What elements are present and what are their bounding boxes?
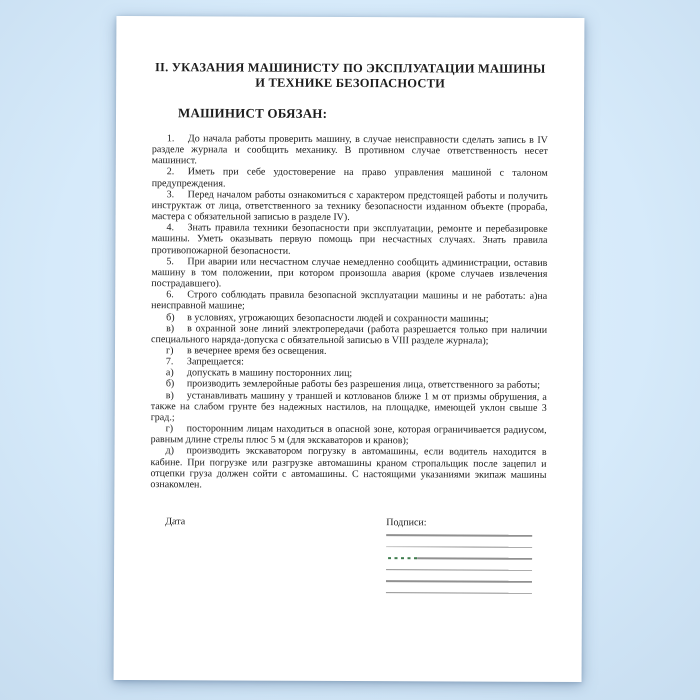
signature-line [386,546,532,548]
list-marker: в) [165,389,174,401]
list-marker: г) [165,345,174,357]
list-marker: г) [165,423,174,435]
document-title-line1: II. УКАЗАНИЯ МАШИНИСТУ ПО ЭКСПЛУАТАЦИИ МАШИНЫ [154,60,546,76]
paragraph-text: Запрещается: [186,356,244,368]
paragraph-text: До начала работы проверить машину, в случае неисправности сделать запись в IV разделе журнала и сообщить механику. В противном случае ответственность несет машинист. [151,133,548,167]
list-marker: 2. [166,166,175,178]
paragraph [151,256,547,291]
document-title-line2: И ТЕХНИКЕ БЕЗОПАСНОСТИ [255,75,446,91]
list-marker: 3. [166,188,175,201]
paragraph-text: Иметь при себе удостоверение на право управления машиной с талоном предупреждения. [151,166,548,190]
list-marker: 7. [165,356,174,368]
signature-line [386,557,532,559]
signature-line [386,580,532,582]
paragraph-text: устанавливать машину у траншей и котлованов ближе 1 м от призмы обрушения, а также на слабом грунте без надежных настилов, на площадке, имеющей уклон свыше 3 град.; [150,389,547,424]
list-marker: 1. [166,133,175,145]
section-heading: МАШИНИСТ ОБЯЗАН: [177,105,328,121]
paragraph-text: допускать в машину посторонних лиц; [186,367,353,380]
paragraph [151,390,547,425]
paragraph [151,323,547,347]
paragraph [152,189,548,224]
paragraph-text: При аварии или несчастном случае немедленно сообщить администрации, оставив машину в том положении, при котором произошла авария (кроме случаев извлечения пострадавшего). [151,256,548,290]
list-marker: а) [165,367,174,379]
signature-line [386,592,532,594]
signatures-block [386,517,536,604]
paragraph-text: в условиях, угрожающих безопасности людей и сохранности машины; [187,311,489,325]
paragraph-text: Знать правила техники безопасности при эксплуатации, ремонте и перебазировке машины. Уметь оказывать первую помощь при несчастных случаях. Знать правила противопожарной безопасности. [151,222,548,257]
signature-lines [386,534,536,594]
signatures-label: Подписи: [386,517,427,529]
paragraph-text: производить землеройные работы без разрешения лица, ответственного за работы; [186,378,541,392]
paragraph [152,167,548,191]
document-body [150,133,548,492]
paragraph [151,289,547,313]
list-marker: в) [166,322,175,334]
signature-section [165,516,546,604]
list-marker: 4. [166,222,175,234]
list-marker: д) [165,445,174,457]
date-label: Дата [165,516,186,528]
paragraph-text: в вечернее время без освещения. [186,345,327,357]
paragraph-text: производить экскаватором погрузку в автомашины, если водитель находится в кабине. При погрузке или разгрузке автомашины краном стропальщик после зацепил и отцепки груза должен сойти с автомашины. С настоящими указаниями экипаж машины ознакомлен. [150,445,547,491]
paragraph [151,222,547,257]
paragraph [152,133,548,168]
paragraph-text: в охранной зоне линий электропередачи (работа разрешается только при наличии специального наряда-допуска с обязательной записью в VIII разделе журнала); [151,322,548,347]
paragraph [150,446,546,492]
paragraph [151,423,547,447]
paragraph-text: Строго соблюдать правила безопасной эксплуатации машины и не работать: а)на неисправной машине; [151,289,548,312]
list-marker: 5. [166,255,174,267]
document-title [152,60,548,92]
paragraph-text: посторонним лицам находиться в опасной зоне, которая ограничивается радиусом, равным длине стрелы плюс 5 м (для экскаваторов и кранов); [150,423,547,447]
list-marker: б) [165,378,175,390]
list-marker: б) [166,311,175,323]
document-page [114,16,585,682]
signature-line [386,534,532,536]
signature-line [386,569,532,571]
paragraph-text: Перед началом работы ознакомиться с характером предстоящей работы и получить инструктаж от лица, ответственного за технику безопасности изданном объекте (прораба, мастера с обязательной записью в разделе IV). [151,189,548,224]
list-marker: 6. [166,289,174,301]
